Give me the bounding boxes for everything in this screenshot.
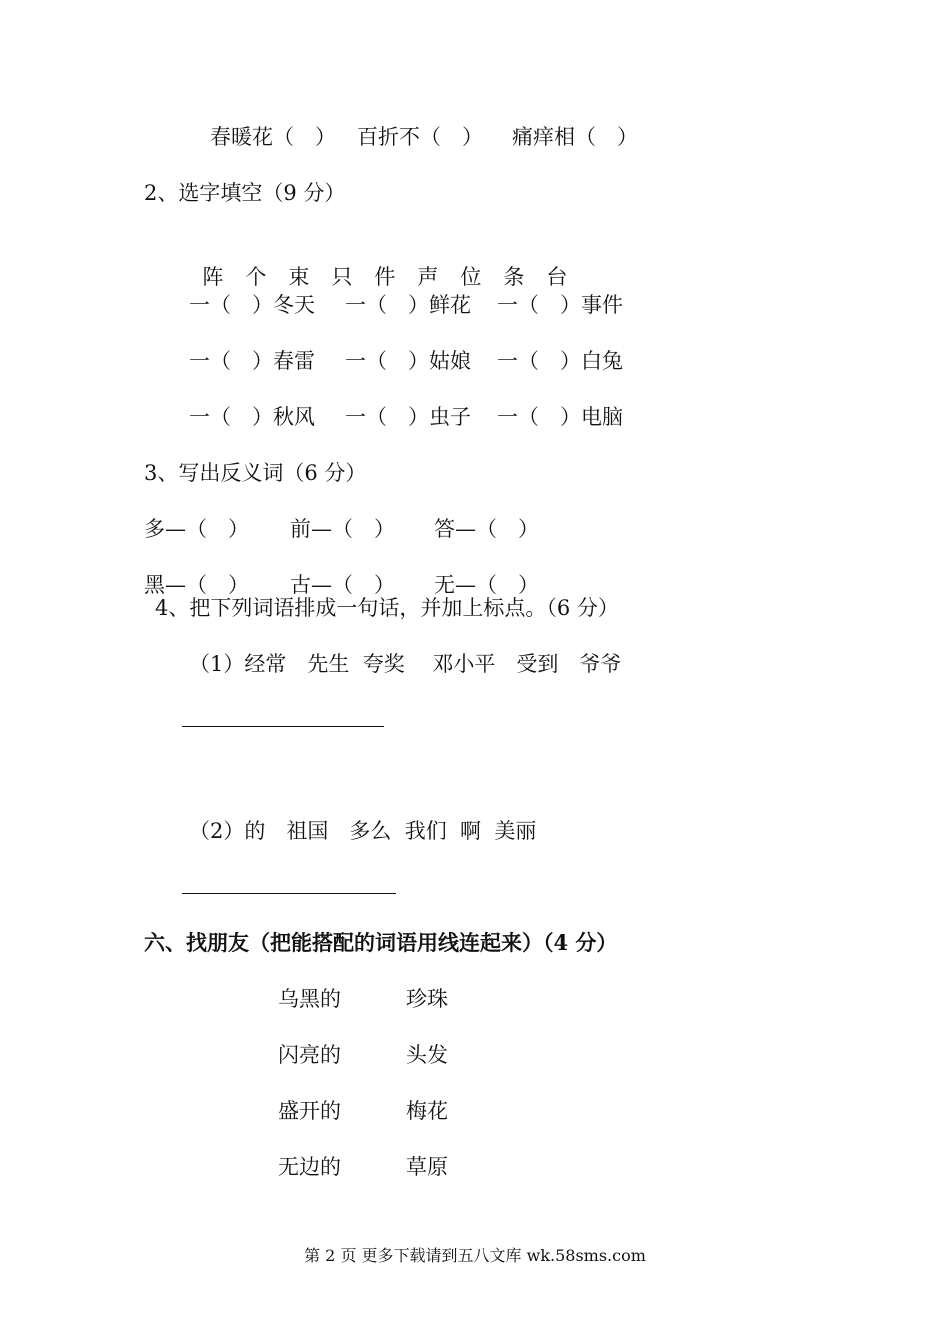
fill-item: 一（ ）事件 [497, 293, 623, 317]
word-bank-char: 条 [503, 265, 525, 289]
fill-item: 一（ ）秋风 [189, 405, 315, 429]
match-right-item[interactable]: 草原 [406, 1155, 448, 1179]
section-2-heading: 2、选字填空（9 分） [144, 181, 346, 205]
word-bank-char: 台 [546, 265, 568, 289]
antonym-item: 黑—（ ） [144, 573, 249, 597]
answer-line-1[interactable] [182, 726, 384, 727]
section-3-heading: 3、写出反义词（6 分） [144, 461, 367, 485]
antonym-item: 古—（ ） [290, 573, 395, 597]
answer-line-2[interactable] [182, 893, 396, 894]
word-bank-char: 件 [374, 265, 396, 289]
idiom-item-3: 痛痒相（ ） [512, 125, 638, 149]
match-left-item[interactable]: 盛开的 [278, 1099, 341, 1123]
antonym-item: 答—（ ） [434, 517, 539, 541]
question-2-words: （2）的 祖国 多么 我们 啊 美丽 [189, 819, 537, 843]
idiom-item-2: 百折不（ ） [357, 125, 483, 149]
fill-item: 一（ ）春雷 [189, 349, 315, 373]
page-footer: 第 2 页 更多下载请到五八文库 wk.58sms.com [304, 1246, 646, 1265]
word-bank-char: 束 [288, 265, 310, 289]
fill-item: 一（ ）鲜花 [345, 293, 471, 317]
fill-item: 一（ ）虫子 [345, 405, 471, 429]
match-right-item[interactable]: 头发 [406, 1043, 448, 1067]
match-left-item[interactable]: 乌黑的 [278, 987, 341, 1011]
antonym-item: 多—（ ） [144, 517, 249, 541]
idiom-item-1: 春暖花（ ） [210, 125, 336, 149]
match-left-item[interactable]: 闪亮的 [278, 1043, 341, 1067]
word-bank-char: 个 [245, 265, 267, 289]
match-right-item[interactable]: 梅花 [406, 1099, 448, 1123]
antonym-item: 前—（ ） [290, 517, 395, 541]
section-4-heading: 4、把下列词语排成一句话，并加上标点。（6 分） [155, 596, 619, 620]
match-left-item[interactable]: 无边的 [278, 1155, 341, 1179]
fill-item: 一（ ）白兔 [497, 349, 623, 373]
word-bank-char: 声 [417, 265, 439, 289]
match-right-item[interactable]: 珍珠 [406, 987, 448, 1011]
word-bank [189, 235, 567, 291]
section-6-heading: 六、找朋友（把能搭配的词语用线连起来）（4 分） [144, 930, 618, 955]
word-bank-char: 位 [460, 265, 482, 289]
fill-item: 一（ ）姑娘 [345, 349, 471, 373]
word-bank-char: 只 [331, 265, 353, 289]
antonym-item: 无—（ ） [434, 573, 539, 597]
fill-item: 一（ ）冬天 [189, 293, 315, 317]
question-1-words: （1）经常 先生 夸奖 邓小平 受到 爷爷 [189, 652, 622, 676]
fill-item: 一（ ）电脑 [497, 405, 623, 429]
word-bank-char: 阵 [202, 265, 224, 289]
